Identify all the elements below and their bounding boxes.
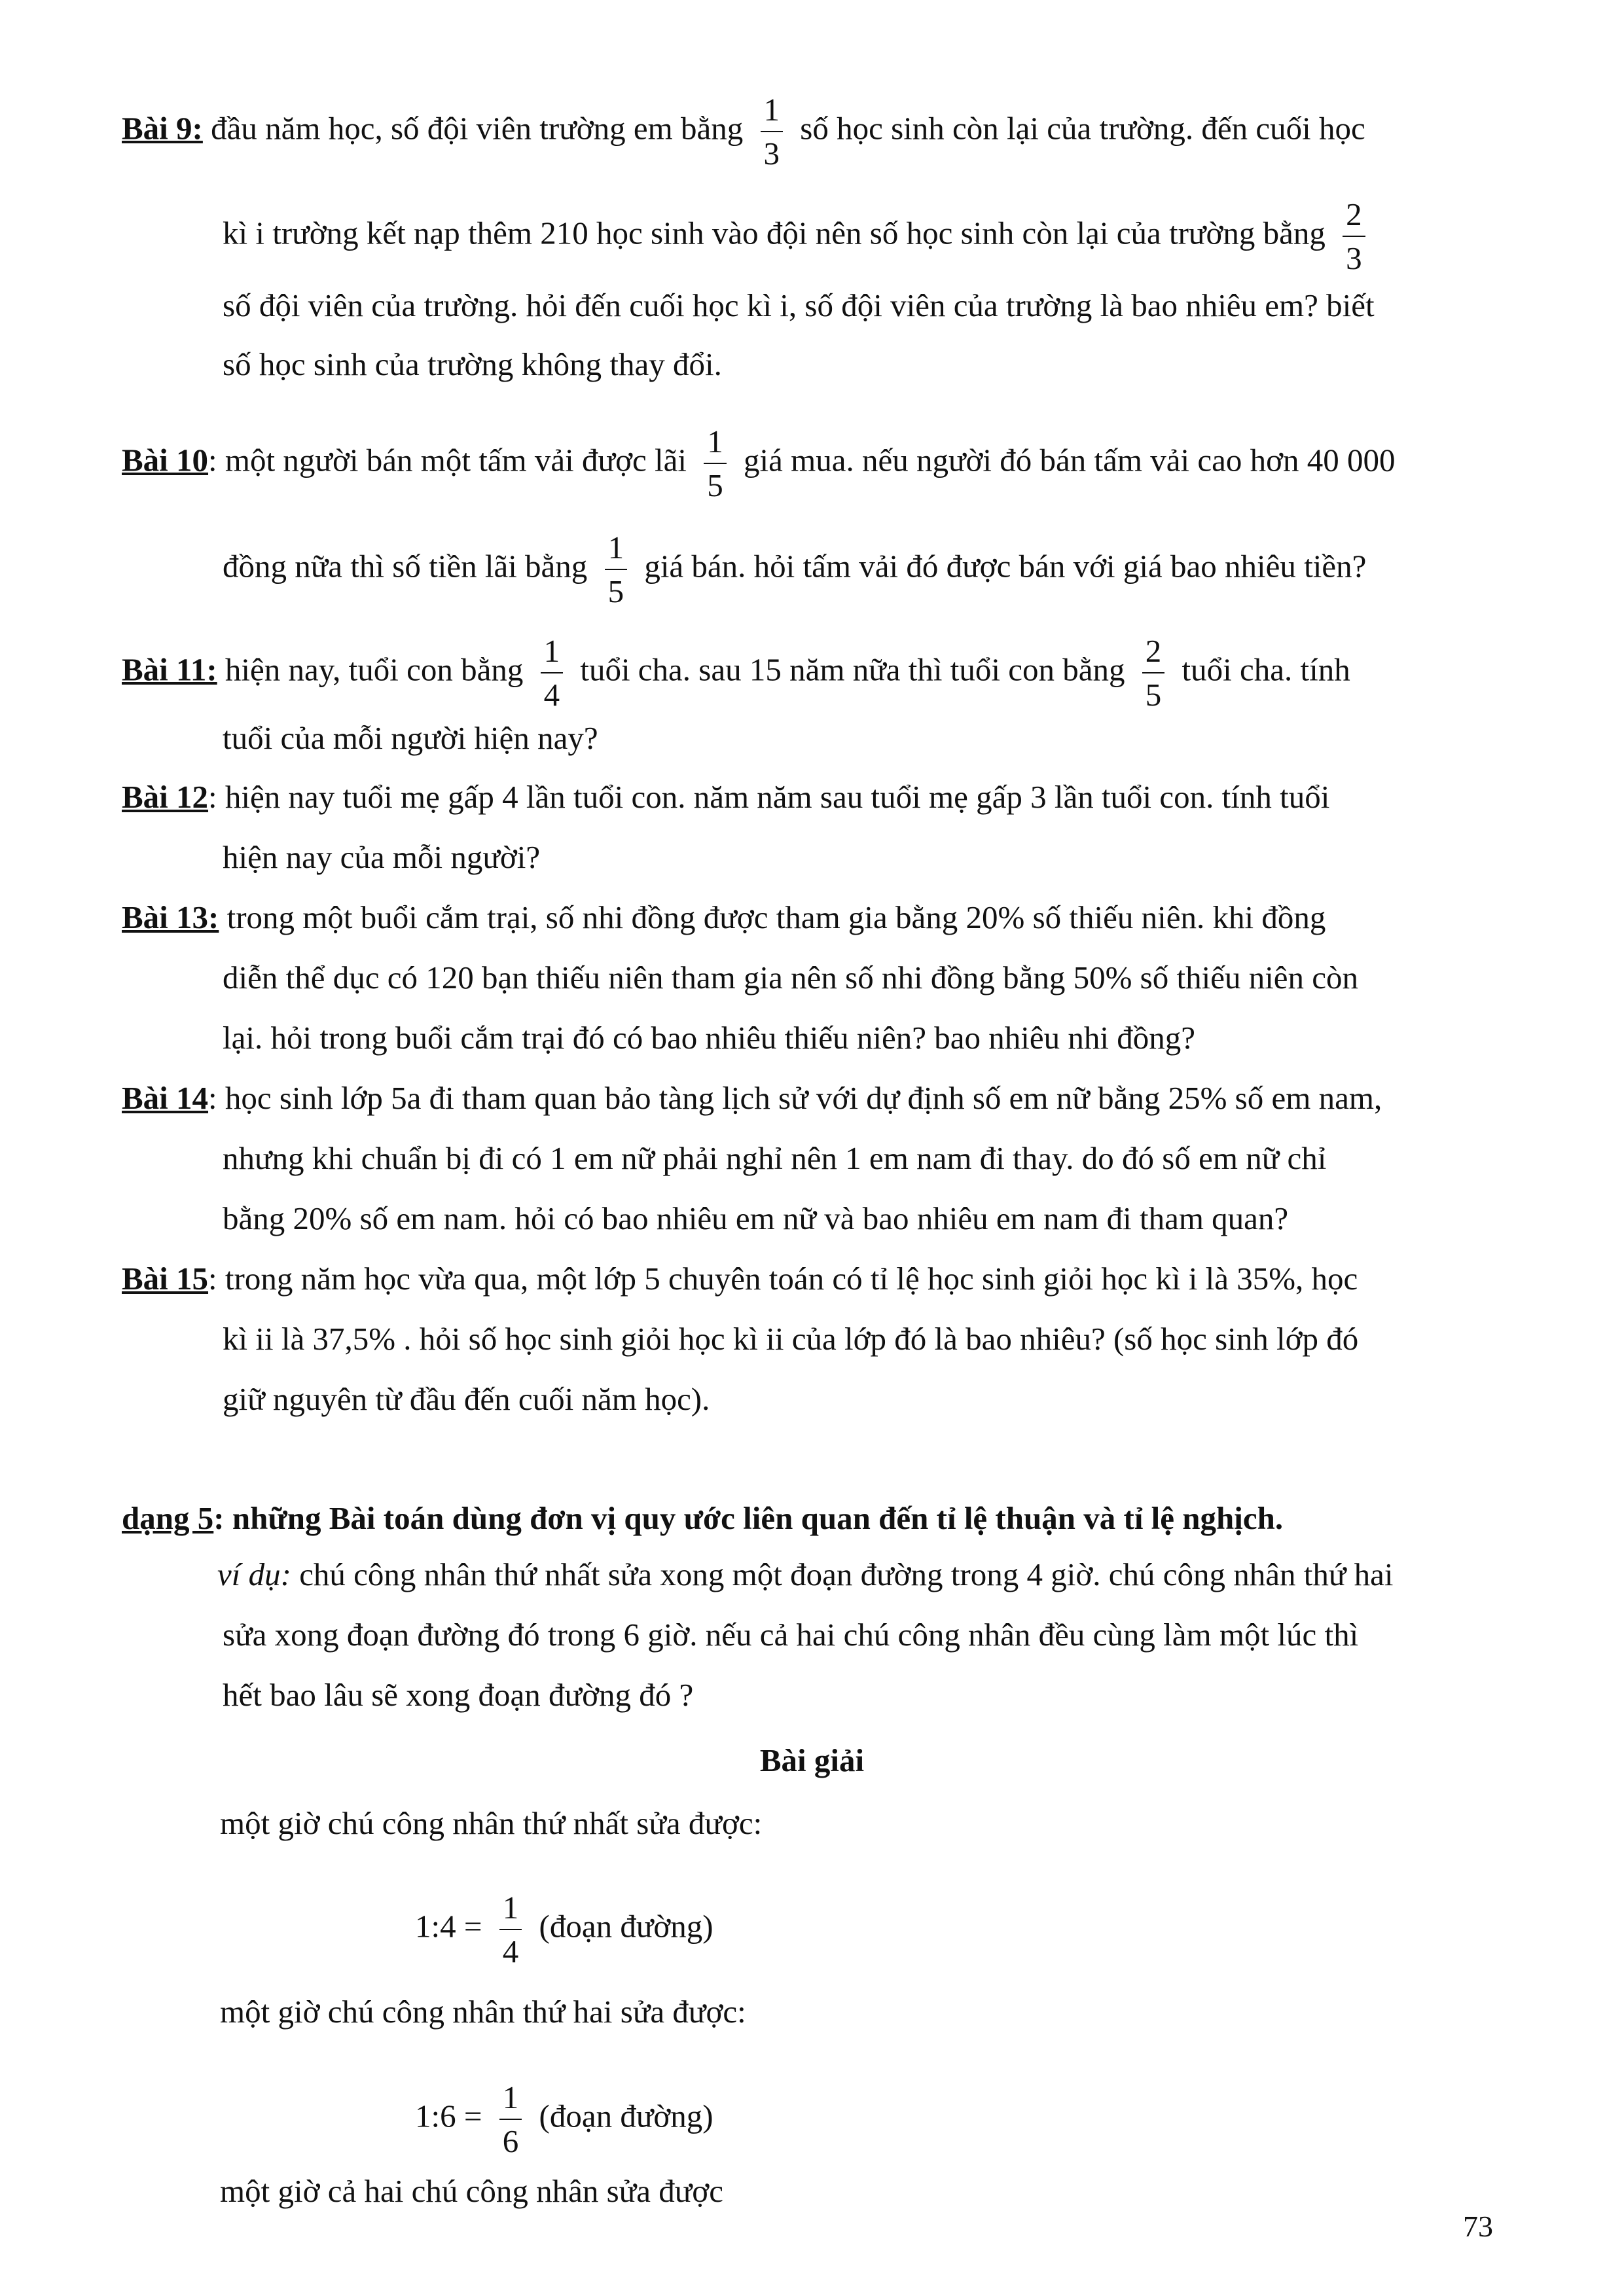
- solution-line-2: một giờ chú công nhân thứ hai sửa được:: [220, 1994, 746, 2030]
- problem-15-line-1: [122, 1259, 1358, 1299]
- fraction-numerator: 1: [761, 94, 784, 132]
- equation-lhs: 1:6 =: [415, 2098, 482, 2134]
- problem-11-line-1: [122, 635, 1350, 711]
- equation-2: [415, 2081, 713, 2157]
- problem-15-line-3: giữ nguyên từ đầu đến cuối năm học).: [223, 1381, 710, 1417]
- fraction: [605, 531, 628, 607]
- problem-12-line-1: [122, 778, 1329, 817]
- problem-14-line-1: [122, 1079, 1382, 1118]
- example-line-3: hết bao lâu sẽ xong đoạn đường đó ?: [223, 1677, 694, 1713]
- problem-label: Bài 15: [122, 1261, 209, 1297]
- problem-13-line-1: [122, 898, 1326, 937]
- problem-9-line-1: [122, 94, 1365, 170]
- problem-text: hiện nay, tuổi con bằng: [217, 651, 524, 688]
- problem-label: Bài 12: [122, 779, 209, 815]
- example-line-2: sửa xong đoạn đường đó trong 6 giờ. nếu cả hai chú công nhân đều cùng làm một lúc thì: [223, 1617, 1359, 1653]
- problem-11-line-2: tuổi của mỗi người hiện nay?: [223, 720, 598, 756]
- example-label: ví dụ:: [217, 1556, 291, 1592]
- section-heading: [122, 1499, 1283, 1538]
- fraction-numerator: 2: [1343, 198, 1365, 237]
- problem-12-line-2: hiện nay của mỗi người?: [223, 839, 541, 875]
- section-title: : những Bài toán dùng đơn vị quy ước liên quan đến tỉ lệ thuận và tỉ lệ nghịch.: [213, 1500, 1284, 1536]
- problem-text: giá mua. nếu người đó bán tấm vải cao hơn 40 000: [743, 442, 1396, 478]
- problem-label: Bài 10: [122, 442, 209, 478]
- example-text: chú công nhân thứ nhất sửa xong một đoạn đường trong 4 giờ. chú công nhân thứ hai: [291, 1556, 1394, 1592]
- problem-13-line-2: diễn thể dục có 120 bạn thiếu niên tham gia nên số nhi đồng bằng 50% số thiếu niên còn: [223, 960, 1359, 996]
- solution-line-3: một giờ cả hai chú công nhân sửa được: [220, 2173, 723, 2209]
- problem-9-line-2: [223, 198, 1375, 274]
- problem-15-line-2: kì ii là 37,5% . hỏi số học sinh giỏi học kì ii của lớp đó là bao nhiêu? (số học sinh lớp đó: [223, 1321, 1359, 1357]
- problem-text: : học sinh lớp 5a đi tham quan bảo tàng lịch sử với dự định số em nữ bằng 25% số em nam,: [208, 1080, 1382, 1116]
- equation-unit: (đoạn đường): [539, 2098, 713, 2134]
- problem-13-line-3: lại. hỏi trong buổi cắm trại đó có bao nhiêu thiếu niên? bao nhiêu nhi đồng?: [223, 1020, 1195, 1056]
- fraction-numerator: 1: [499, 2081, 522, 2120]
- problem-9-line-4: số học sinh của trường không thay đổi.: [223, 346, 722, 382]
- fraction-numerator: 1: [499, 1892, 522, 1930]
- fraction-numerator: 2: [1142, 635, 1165, 673]
- problem-label: Bài 13:: [122, 899, 219, 935]
- fraction: [704, 425, 727, 501]
- fraction-denominator: 3: [763, 135, 780, 171]
- problem-10-line-1: [122, 425, 1396, 501]
- problem-text: tuổi cha. sau 15 năm nữa thì tuổi con bằng: [580, 651, 1125, 688]
- problem-14-line-2: nhưng khi chuẩn bị đi có 1 em nữ phải nghỉ nên 1 em nam đi thay. do đó số em nữ chỉ: [223, 1140, 1327, 1176]
- fraction: [541, 635, 564, 711]
- problem-text: đầu năm học, số đội viên trường em bằng: [211, 110, 744, 147]
- problem-text: giá bán. hỏi tấm vải đó được bán với giá bao nhiêu tiền?: [644, 548, 1367, 584]
- equation-1: [415, 1892, 713, 1967]
- fraction-denominator: 5: [707, 467, 723, 503]
- fraction-numerator: 1: [704, 425, 727, 464]
- problem-text: tuổi cha. tính: [1182, 651, 1350, 688]
- example-line-1: [217, 1555, 1394, 1594]
- problem-14-line-3: bằng 20% số em nam. hỏi có bao nhiêu em nữ và bao nhiêu em nam đi tham quan?: [223, 1200, 1289, 1236]
- fraction-denominator: 4: [543, 677, 560, 713]
- equation-unit: (đoạn đường): [539, 1908, 713, 1945]
- fraction-numerator: 1: [605, 531, 628, 570]
- fraction: [1142, 635, 1165, 711]
- solution-title: Bài giải: [759, 1742, 865, 1778]
- problem-label: Bài 14: [122, 1080, 209, 1116]
- problem-text: : một người bán một tấm vải được lãi: [208, 442, 687, 478]
- problem-text: : hiện nay tuổi mẹ gấp 4 lần tuổi con. năm năm sau tuổi mẹ gấp 3 lần tuổi con. tính tuổi: [208, 779, 1330, 815]
- fraction-denominator: 5: [1145, 677, 1162, 713]
- problem-text: kì i trường kết nạp thêm 210 học sinh vào đội nên số học sinh còn lại của trường bằng: [223, 215, 1326, 251]
- problem-text: : trong năm học vừa qua, một lớp 5 chuyên toán có tỉ lệ học sinh giỏi học kì i là 35%, học: [208, 1261, 1358, 1297]
- fraction-denominator: 6: [502, 2123, 519, 2159]
- fraction: [1343, 198, 1365, 274]
- fraction-denominator: 4: [502, 1933, 519, 1969]
- fraction-denominator: 5: [607, 573, 624, 609]
- page-number: 73: [1463, 2210, 1493, 2243]
- fraction-denominator: 3: [1346, 240, 1362, 276]
- problem-text: số học sinh còn lại của trường. đến cuối học: [800, 110, 1365, 147]
- problem-text: đồng nữa thì số tiền lãi bằng: [223, 548, 588, 584]
- problem-label: Bài 11:: [122, 651, 217, 688]
- section-label: dạng 5: [122, 1500, 214, 1536]
- fraction: [499, 1892, 522, 1967]
- solution-line-1: một giờ chú công nhân thứ nhất sửa được:: [220, 1805, 763, 1841]
- problem-9-line-3: số đội viên của trường. hỏi đến cuối học kì i, số đội viên của trường là bao nhiêu em? biết: [223, 287, 1375, 323]
- problem-10-line-2: [223, 531, 1366, 607]
- fraction: [761, 94, 784, 170]
- problem-text: trong một buổi cắm trại, số nhi đồng được tham gia bằng 20% số thiếu niên. khi đồng: [219, 899, 1326, 935]
- problem-label: Bài 9:: [122, 110, 203, 147]
- fraction: [499, 2081, 522, 2157]
- equation-lhs: 1:4 =: [415, 1908, 482, 1945]
- fraction-numerator: 1: [541, 635, 564, 673]
